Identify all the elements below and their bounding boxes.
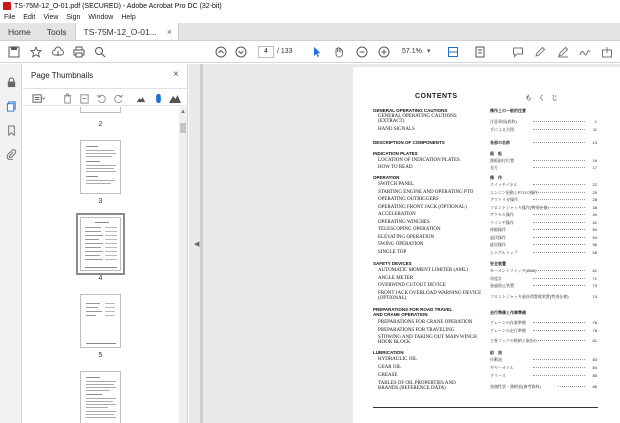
- toc-page-number: 86: [592, 384, 597, 389]
- toc-entry-jp: スイッチパネル: [490, 182, 518, 187]
- menu-help[interactable]: Help: [121, 14, 136, 21]
- toc-leader-dots: [533, 328, 585, 331]
- toc-entry-text[interactable]: GENERAL OPERATING CAUTIONS: [378, 114, 457, 119]
- page-thumbnails-icon[interactable]: [5, 100, 17, 112]
- zoom-level[interactable]: 57.1%: [402, 48, 422, 55]
- toc-entry-text[interactable]: HYDRAULIC OIL: [378, 357, 418, 362]
- toc-section-heading-jp: 給 油: [490, 350, 502, 355]
- toc-entry-jp: 注意事項(抜粋): [490, 119, 517, 124]
- toc-page-number: 17: [592, 165, 597, 170]
- thumbnail-page-6[interactable]: [80, 371, 121, 423]
- toc-section-heading-jp: 操作上の一般的注意: [490, 108, 526, 113]
- toc-entry-text-cont[interactable]: (OPTIONAL): [378, 296, 407, 301]
- toc-entry-text[interactable]: GREASE: [378, 373, 398, 378]
- toc-entry-jp: 油脂性状・銘柄表(参考資料): [490, 384, 541, 389]
- toc-leader-dots: [533, 357, 585, 360]
- toc-leader-dots: [558, 384, 585, 387]
- toc-leader-dots: [533, 250, 585, 253]
- toc-entry-text-cont[interactable]: (EXTRACT): [378, 119, 405, 124]
- toc-page-number: 22: [592, 182, 597, 187]
- panel-title: Page Thumbnails: [31, 71, 94, 80]
- thumbnail-label-2: 2: [98, 121, 103, 128]
- toc-page-number: 81: [592, 338, 597, 343]
- toc-entry-jp: モーメントリミッタ(AML): [490, 268, 537, 273]
- toc-leader-dots: [533, 127, 585, 130]
- attachments-icon[interactable]: [5, 148, 17, 160]
- title-bar: [0, 0, 620, 12]
- page-bottom-rule: [373, 407, 598, 408]
- toc-entry-text[interactable]: SINGLE TOP: [378, 250, 407, 255]
- save-icon[interactable]: [7, 45, 21, 59]
- toc-entry-text-cont[interactable]: BRANDS (REFERENCE DATA): [378, 386, 446, 391]
- toc-page-number: 1: [594, 119, 597, 124]
- toc-leader-dots: [533, 365, 585, 368]
- toc-page-number: 50: [592, 227, 597, 232]
- scroll-up-icon[interactable]: ▲: [180, 109, 186, 115]
- toc-entry-jp: アクセル操作: [490, 212, 514, 217]
- toc-entry-text[interactable]: SWING OPERATION: [378, 242, 424, 247]
- toc-leader-dots: [533, 158, 585, 161]
- tab-close-icon[interactable]: ×: [166, 26, 173, 37]
- toc-page-number: 16: [592, 158, 597, 163]
- thumbnail-label-5: 5: [98, 352, 103, 359]
- toc-leader-dots: [533, 165, 585, 168]
- select-cursor-icon[interactable]: [310, 45, 324, 59]
- thumbnail-size-slider-icon[interactable]: [152, 92, 164, 104]
- toc-entry-text[interactable]: AUTOMATIC MOMENT LIMITER (AML): [378, 268, 468, 273]
- toc-page-number: 38: [592, 205, 597, 210]
- toc-entry-text[interactable]: STARTING ENGINE AND OPERATING PTO: [378, 190, 474, 195]
- toc-entry-jp: 主巻フックの格納と取出し: [490, 338, 538, 343]
- menu-file[interactable]: File: [4, 14, 16, 21]
- page-thumbnails-panel: [23, 64, 188, 423]
- toc-leader-dots: [533, 320, 585, 323]
- toc-leader-dots: [533, 283, 585, 286]
- toc-page-number: 78: [592, 328, 597, 333]
- toc-entry-text[interactable]: ELEVATING OPERATION: [378, 235, 435, 240]
- toc-section-heading-jp: 銘 板: [490, 151, 502, 156]
- toc-leader-dots: [533, 197, 585, 200]
- lock-icon[interactable]: [5, 76, 17, 88]
- rotate-clockwise-icon[interactable]: [112, 92, 124, 104]
- toc-entry-text[interactable]: SWITCH PANEL: [378, 182, 415, 187]
- toc-leader-dots: [533, 220, 585, 223]
- toc-section-heading: SAFETY DEVICES: [373, 261, 412, 266]
- thumbnail-small-icon[interactable]: [135, 92, 147, 104]
- toc-entry-text[interactable]: FRONT JACK OVERLOAD WARNING DEVICE: [378, 291, 482, 296]
- draw-freehand-icon[interactable]: [556, 45, 570, 59]
- menu-sign[interactable]: Sign: [66, 14, 81, 21]
- toc-leader-dots: [533, 235, 585, 238]
- print-icon[interactable]: [72, 45, 86, 59]
- thumbnail-page-2[interactable]: [80, 107, 121, 113]
- thumbnail-label-3: 3: [98, 198, 103, 205]
- toc-entry-jp: フロントジャッキ過負荷警報装置(特別仕様): [490, 294, 569, 299]
- page-display-icon[interactable]: [446, 45, 460, 59]
- toc-page-number: 58: [592, 250, 597, 255]
- panel-divider[interactable]: [200, 64, 203, 423]
- toc-entry-text[interactable]: OPERATING FRONT JACK (OPTIONAL): [378, 205, 467, 210]
- toc-page-number: 61: [592, 268, 597, 273]
- toc-leader-dots: [533, 276, 585, 279]
- toc-page-number: 56: [592, 242, 597, 247]
- thumbnail-label-4: 4: [98, 275, 103, 282]
- toc-leader-dots: [533, 227, 585, 230]
- toc-section-heading: GENERAL OPERATING CAUTIONS: [373, 108, 448, 113]
- insert-page-icon[interactable]: [78, 92, 90, 104]
- toc-page-number: 41: [592, 220, 597, 225]
- tab-document-label: TS-75M-12_O-01...: [83, 26, 157, 37]
- upload-cloud-icon[interactable]: [51, 45, 65, 59]
- toc-entry-text[interactable]: PREPARATIONS FOR CRANE OPERATION: [378, 320, 473, 325]
- menu-window[interactable]: Window: [88, 14, 114, 21]
- toc-section-heading-cont: AND CRANE OPERATION: [373, 312, 428, 317]
- toc-entry-text[interactable]: TELESCOPING OPERATION: [378, 227, 441, 232]
- toc-entry-jp: グリース: [490, 373, 506, 378]
- panel-close-icon[interactable]: ×: [173, 69, 179, 80]
- delete-page-icon[interactable]: [61, 92, 73, 104]
- contents-title-jp: もくじ: [525, 95, 564, 102]
- toc-leader-dots: [533, 119, 585, 122]
- toc-entry-jp: アウトリガ操作: [490, 197, 518, 202]
- navigation-rail: [0, 64, 22, 423]
- thumbnail-page-5[interactable]: [80, 294, 121, 348]
- toc-entry-text[interactable]: ANGLE METER: [378, 276, 414, 281]
- page-total: / 133: [277, 48, 293, 55]
- toc-entry-text[interactable]: TABLES OF OIL PROPERTIES AND: [378, 381, 456, 386]
- panel-toolbar: [23, 88, 188, 106]
- tab-tools[interactable]: Tools: [46, 26, 67, 37]
- thumbnail-options-icon[interactable]: [31, 92, 45, 104]
- toc-leader-dots: [533, 242, 585, 245]
- main-toolbar: [0, 41, 620, 63]
- toc-entry-jp: クレーンの走行準備: [490, 328, 526, 333]
- toc-section-heading-jp: 走行準備と作業準備: [490, 310, 526, 315]
- next-page-icon[interactable]: [234, 45, 248, 59]
- tab-document[interactable]: [75, 23, 180, 40]
- toc-entry-jp: 旋回操作: [490, 242, 506, 247]
- tab-home[interactable]: Home: [8, 26, 31, 37]
- comment-icon[interactable]: [511, 45, 525, 59]
- toc-page-number: 54: [592, 235, 597, 240]
- toc-entry-jp: 見方: [490, 165, 498, 170]
- toc-page-number: 40: [592, 212, 597, 217]
- hand-tool-icon[interactable]: [332, 45, 346, 59]
- toc-entry-jp: シングルトップ: [490, 250, 518, 255]
- toc-page-number: 73: [592, 283, 597, 288]
- toc-entry-jp: 伸縮操作: [490, 227, 506, 232]
- toc-page-number: 13: [592, 140, 597, 145]
- toc-section-heading: INDICATION PLATES: [373, 151, 418, 156]
- menu-bar: [0, 12, 620, 23]
- toc-entry-jp: クレーンの作業準備: [490, 320, 526, 325]
- rotate-counterclockwise-icon[interactable]: [95, 92, 107, 104]
- toc-entry-text[interactable]: OPERATING WINCHES: [378, 220, 430, 225]
- toc-entry-text[interactable]: LOCATION OF INDICATION PLATES: [378, 158, 460, 163]
- scrollbar-thumb[interactable]: [180, 123, 186, 133]
- toc-leader-dots: [533, 140, 585, 143]
- document-viewer[interactable]: [189, 64, 620, 423]
- window-title: TS-75M-12_O-01.pdf (SECURED) - Adobe Acrobat Pro DC (32-bit): [14, 2, 222, 10]
- collapse-panel-arrow-icon[interactable]: ◀: [194, 241, 200, 248]
- toc-entry-text[interactable]: HAND SIGNALS: [378, 127, 415, 132]
- tab-bar: [0, 23, 620, 41]
- toc-entry-text[interactable]: ACCELERATION: [378, 212, 416, 217]
- toc-entry-text[interactable]: STOWING AND TAKING OUT MAIN WINCH: [378, 335, 477, 340]
- toc-entry-text[interactable]: PREPARATIONS FOR TRAVELING: [378, 328, 455, 333]
- toc-page-number: 71: [592, 276, 597, 281]
- toc-entry-jp: 銘板取付位置: [490, 158, 514, 163]
- toc-section-heading: DESCRIPTION OF COMPONENTS: [373, 140, 445, 145]
- toc-leader-dots: [533, 212, 585, 215]
- thumbnail-page-4[interactable]: [80, 217, 121, 271]
- toc-section-heading: OPERATION: [373, 175, 400, 180]
- thumbnail-page-3[interactable]: [80, 140, 121, 194]
- toc-entry-jp: ギヤーオイル: [490, 365, 514, 370]
- toc-entry-jp: エンジン始動とPTOの操作: [490, 190, 538, 195]
- toc-entry-jp: 作動油: [490, 357, 502, 362]
- toc-leader-dots: [533, 190, 585, 193]
- toc-page-number: 84: [592, 365, 597, 370]
- toc-entry-jp: フロントジャッキ操作(特別仕様): [490, 205, 549, 210]
- toc-page-number: 11: [592, 127, 597, 132]
- thumbnail-large-icon[interactable]: [169, 92, 181, 104]
- zoom-out-icon[interactable]: [355, 45, 369, 59]
- sign-icon[interactable]: [578, 45, 592, 59]
- share-icon[interactable]: [600, 45, 614, 59]
- toc-entry-jp: 手による合図: [490, 127, 514, 132]
- toc-section-heading-jp: 各部の名称: [490, 140, 510, 145]
- scroll-mode-icon[interactable]: [473, 45, 487, 59]
- thumbnail-list: [23, 107, 178, 423]
- toc-page-number: 83: [592, 357, 597, 362]
- toc-entry-text[interactable]: OVERWIND CUTOUT DEVICE: [378, 283, 446, 288]
- toc-page-number: 74: [592, 294, 597, 299]
- toc-entry-text[interactable]: OPERATING OUTRIGGERS: [378, 197, 439, 202]
- toc-leader-dots: [533, 182, 585, 185]
- page-number-input[interactable]: 4: [258, 46, 274, 58]
- toc-entry-jp: 巻過防止装置: [490, 283, 514, 288]
- bookmark-star-icon[interactable]: [29, 45, 43, 59]
- menu-view[interactable]: View: [43, 14, 59, 21]
- zoom-dropdown-icon[interactable]: ▾: [427, 48, 431, 55]
- toc-leader-dots: [533, 338, 585, 341]
- pdf-page: [353, 67, 620, 423]
- highlight-pen-icon[interactable]: [533, 45, 547, 59]
- toc-section-heading-jp: 安全装置: [490, 261, 506, 266]
- toc-entry-text[interactable]: GEAR OIL: [378, 365, 402, 370]
- previous-page-icon[interactable]: [214, 45, 228, 59]
- toc-leader-dots: [533, 268, 585, 271]
- toc-page-number: 76: [592, 320, 597, 325]
- toc-entry-text-cont[interactable]: HOOK BLOCK: [378, 340, 411, 345]
- contents-title: CONTENTS: [415, 93, 458, 100]
- toc-entry-jp: ウインチ操作: [490, 220, 514, 225]
- toc-page-number: 28: [592, 197, 597, 202]
- toc-page-number: 25: [592, 190, 597, 195]
- toc-section-heading: LUBRICATION: [373, 350, 404, 355]
- toc-entry-jp: 起伏操作: [490, 235, 506, 240]
- toc-section-heading: PREPARATIONS FOR ROAD TRAVEL: [373, 307, 453, 312]
- toc-page-number: 85: [592, 373, 597, 378]
- menu-edit[interactable]: Edit: [23, 14, 36, 21]
- toc-leader-dots: [533, 205, 585, 208]
- acrobat-app-icon: [3, 2, 11, 10]
- thumbnail-scrollbar[interactable]: [179, 107, 187, 423]
- toc-section-heading-jp: 操 作: [490, 175, 502, 180]
- find-icon[interactable]: [93, 45, 107, 59]
- toc-leader-dots: [533, 373, 585, 376]
- toc-entry-text[interactable]: HOW TO READ: [378, 165, 413, 170]
- zoom-in-icon[interactable]: [377, 45, 391, 59]
- toc-entry-jp: 角度計: [490, 276, 502, 281]
- bookmarks-icon[interactable]: [5, 124, 17, 136]
